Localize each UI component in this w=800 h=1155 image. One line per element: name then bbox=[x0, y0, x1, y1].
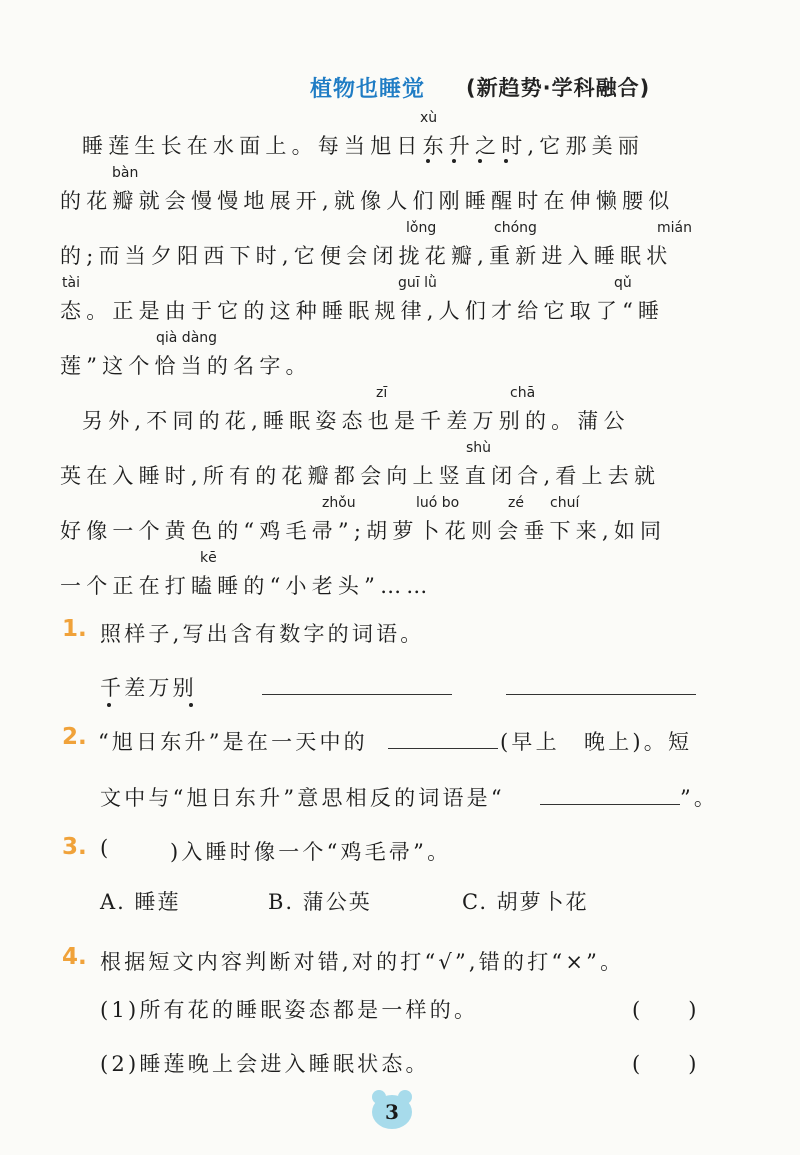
question-4-number: 4. bbox=[62, 944, 87, 970]
question-4-answer-paren-2[interactable]: ( ) bbox=[632, 1052, 699, 1076]
passage-text: 莲”这个恰当的名字。 bbox=[60, 354, 312, 378]
pinyin-annotation: lǒng bbox=[406, 220, 437, 236]
question-4-answer-paren-1[interactable]: ( ) bbox=[632, 998, 699, 1022]
page-number: 3 bbox=[372, 1095, 412, 1129]
question-4-text: 根据短文内容判断对错,对的打“√”,错的打“×”。 bbox=[100, 950, 625, 974]
question-2-number: 2. bbox=[62, 724, 87, 750]
question-2-text-continued: 文中与“旭日东升”意思相反的词语是“ bbox=[100, 786, 505, 810]
passage-text: 睡莲生长在水面上。每当旭日东升之时,它那美丽 bbox=[82, 134, 645, 158]
pinyin-annotation: kē bbox=[200, 550, 217, 566]
question-3-number: 3. bbox=[62, 834, 87, 860]
emphasis-dot bbox=[504, 159, 508, 163]
pinyin-annotation: chóng bbox=[494, 220, 537, 236]
question-1-example: 千差万别 bbox=[100, 676, 197, 700]
question-3-answer-paren[interactable]: ( bbox=[100, 836, 109, 860]
title-row bbox=[0, 68, 800, 108]
answer-blank[interactable] bbox=[506, 694, 696, 695]
question-3-text: )入睡时像一个“鸡毛帚”。 bbox=[170, 840, 452, 864]
passage-text: 一个正在打瞌睡的“小老头”…… bbox=[60, 574, 433, 598]
pinyin-annotation: bàn bbox=[112, 165, 139, 181]
emphasis-dot bbox=[452, 159, 456, 163]
question-3-option-a[interactable]: A. 睡莲 bbox=[100, 890, 181, 914]
pinyin-annotation: zhǒu bbox=[322, 495, 356, 511]
passage-text: 另外,不同的花,睡眠姿态也是千差万别的。蒲公 bbox=[82, 409, 630, 433]
question-3-option-c[interactable]: C. 胡萝卜花 bbox=[462, 890, 589, 914]
pinyin-annotation: xù bbox=[420, 110, 438, 126]
question-2-text: “旭日东升”是在一天中的 bbox=[98, 730, 368, 754]
question-2-choices: (早上 晚上)。短 bbox=[500, 730, 693, 754]
pinyin-annotation: luó bo bbox=[416, 495, 460, 511]
passage-text: 好像一个黄色的“鸡毛帚”;胡萝卜花则会垂下来,如同 bbox=[60, 519, 667, 543]
emphasis-dot bbox=[107, 703, 111, 707]
pinyin-annotation: shù bbox=[466, 440, 492, 456]
pinyin-annotation: mián bbox=[657, 220, 692, 236]
passage-text: 态。正是由于它的这种睡眠规律,人们才给它取了“睡 bbox=[60, 299, 665, 323]
question-2-closing-quote: ”。 bbox=[680, 786, 719, 810]
passage-text: 英在入睡时,所有的花瓣都会向上竖直闭合,看上去就 bbox=[60, 464, 661, 488]
question-4-item-1: (1)所有花的睡眠姿态都是一样的。 bbox=[100, 998, 479, 1022]
pinyin-annotation: tài bbox=[62, 275, 80, 291]
pinyin-annotation: zé bbox=[508, 495, 524, 511]
pinyin-annotation: zī bbox=[376, 385, 388, 401]
page-number-badge bbox=[368, 1090, 416, 1130]
emphasis-dot bbox=[426, 159, 430, 163]
pinyin-annotation: guī lǜ bbox=[398, 275, 437, 291]
pinyin-annotation: qǔ bbox=[614, 275, 632, 291]
question-1-text: 照样子,写出含有数字的词语。 bbox=[100, 622, 425, 646]
page-title: 植物也睡觉 bbox=[310, 77, 426, 102]
passage-text: 的;而当夕阳西下时,它便会闭拢花瓣,重新进入睡眠状 bbox=[60, 244, 673, 268]
question-1-number: 1. bbox=[62, 616, 87, 642]
answer-blank[interactable] bbox=[388, 748, 498, 749]
pinyin-annotation: qià dàng bbox=[156, 330, 218, 346]
pinyin-annotation: chuí bbox=[550, 495, 580, 511]
question-4-item-2: (2)睡莲晚上会进入睡眠状态。 bbox=[100, 1052, 430, 1076]
emphasis-dot bbox=[478, 159, 482, 163]
pinyin-annotation: chā bbox=[510, 385, 536, 401]
answer-blank[interactable] bbox=[262, 694, 452, 695]
page-subtitle: (新趋势·学科融合) bbox=[466, 76, 651, 100]
emphasis-dot bbox=[189, 703, 193, 707]
answer-blank[interactable] bbox=[540, 804, 680, 805]
passage-text: 的花瓣就会慢慢地展开,就像人们刚睡醒时在伸懒腰似 bbox=[60, 189, 675, 213]
question-3-option-b[interactable]: B. 蒲公英 bbox=[268, 890, 372, 914]
